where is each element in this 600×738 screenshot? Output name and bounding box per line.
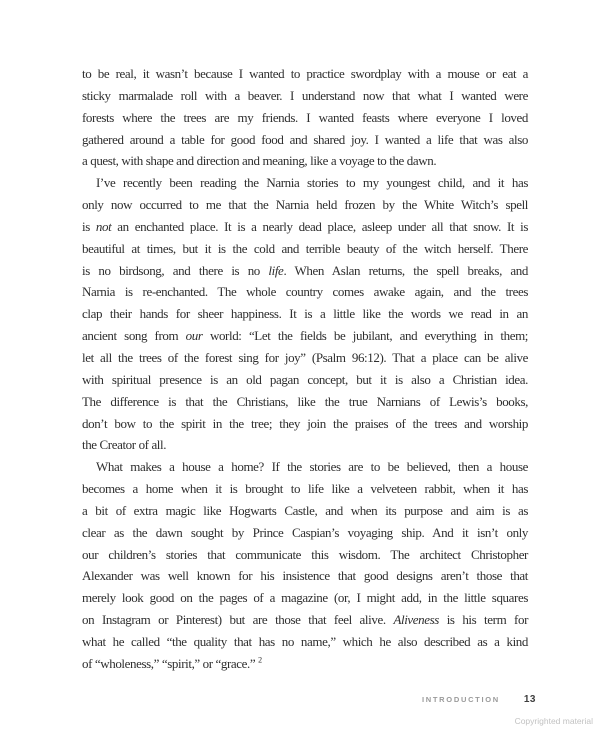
text-segment: What makes a house a home? If the stories are to be believed, then a house bbox=[96, 459, 528, 475]
text-segment: a bit of extra magic like Hogwarts Castle, and when its purpose and aim is as bbox=[82, 502, 528, 518]
text-line bbox=[82, 63, 528, 85]
text-segment: Alexander was well known for his insistence that good designs aren’t those that bbox=[82, 568, 528, 584]
text-line bbox=[82, 260, 528, 282]
text-line bbox=[82, 653, 528, 675]
text-segment: the Creator of all. bbox=[82, 437, 167, 453]
text-segment: Narnia is re-enchanted. The whole country comes awake again, and the trees bbox=[82, 284, 528, 300]
text-line bbox=[82, 587, 528, 609]
text-segment: ancient song from bbox=[82, 328, 186, 344]
text-segment: with spiritual presence is an old pagan concept, but it is also a Christian idea. bbox=[82, 371, 528, 387]
text-line bbox=[82, 631, 528, 653]
text-segment: is his term for bbox=[438, 612, 528, 628]
text-line bbox=[82, 303, 528, 325]
text-line bbox=[82, 434, 528, 456]
text-line bbox=[82, 369, 528, 391]
text-line bbox=[82, 544, 528, 566]
text-segment: on Instagram or Pinterest) but are those that feel alive. bbox=[82, 612, 394, 628]
text-segment: of “wholeness,” “spirit,” or “grace.” bbox=[82, 655, 259, 671]
text-segment: our children’s stories that communicate this wisdom. The architect Christopher bbox=[82, 546, 528, 562]
text-line bbox=[82, 347, 528, 369]
text-segment: only now occurred to me that the Narnia held frozen by the White Witch’s spell bbox=[82, 197, 528, 213]
text-line bbox=[82, 107, 528, 129]
page-body-text bbox=[82, 63, 528, 675]
text-segment: forests where the trees are my friends. I wanted feasts where everyone I loved bbox=[82, 109, 528, 125]
text-segment: our bbox=[185, 328, 203, 344]
text-line bbox=[82, 172, 528, 194]
text-line bbox=[82, 325, 528, 347]
text-segment: to be real, it wasn’t because I wanted to practice swordplay with a mouse or eat a bbox=[82, 66, 528, 81]
text-segment: is no birdsong, and there is no bbox=[82, 262, 269, 278]
text-segment: Aliveness bbox=[393, 612, 439, 628]
text-line bbox=[82, 565, 528, 587]
text-line bbox=[82, 478, 528, 500]
text-segment: life bbox=[268, 262, 284, 278]
text-line bbox=[82, 85, 528, 107]
footnote-reference: 2 bbox=[258, 655, 263, 665]
text-line bbox=[82, 609, 528, 631]
text-segment: . When Aslan returns, the spell breaks, and bbox=[283, 262, 529, 278]
text-segment: is bbox=[82, 218, 96, 234]
text-segment: I’ve recently been reading the Narnia stories to my youngest child, and it has bbox=[96, 175, 528, 191]
text-segment: not bbox=[95, 218, 112, 234]
page-footer bbox=[422, 694, 536, 705]
text-line bbox=[82, 500, 528, 522]
text-segment: sticky marmalade roll with a beaver. I understand now that what I wanted were bbox=[82, 87, 528, 103]
text-segment: The difference is that the Christians, like the true Narnians of Lewis’s books, bbox=[82, 393, 528, 409]
text-line bbox=[82, 281, 528, 303]
text-line bbox=[82, 216, 528, 238]
text-segment: merely look good on the pages of a magazine (or, I might add, in the little squares bbox=[82, 590, 528, 606]
text-line bbox=[82, 238, 528, 260]
text-segment: let all the trees of the forest sing for joy” (Psalm 96:12). That a place can be alive bbox=[82, 349, 528, 365]
text-line bbox=[82, 129, 528, 151]
text-segment: clap their hands for sheer happiness. It is a little like the words we read in an bbox=[82, 306, 528, 322]
text-segment: don’t bow to the spirit in the tree; they join the praises of the trees and worship bbox=[82, 415, 528, 431]
text-line bbox=[82, 391, 528, 413]
text-segment: what he called “the quality that has no name,” which he also described as a kind bbox=[82, 633, 528, 649]
text-segment: clear as the dawn sought by Prince Caspian’s voyaging ship. And it isn’t only bbox=[82, 524, 528, 540]
text-line bbox=[82, 194, 528, 216]
text-segment: gathered around a table for good food and shared joy. I wanted a life that was also bbox=[82, 131, 528, 147]
text-segment: an enchanted place. It is a nearly dead place, asleep under all that snow. It is bbox=[111, 218, 528, 234]
text-line bbox=[82, 413, 528, 435]
text-segment: a quest, with shape and direction and meaning, like a voyage to the dawn. bbox=[82, 153, 437, 169]
text-line bbox=[82, 150, 528, 172]
footer-section-label: INTRODUCTION bbox=[422, 695, 500, 704]
footer-page-number: 13 bbox=[523, 694, 536, 705]
text-segment: becomes a home when it is brought to life like a velveteen rabbit, when it has bbox=[82, 481, 528, 497]
text-line bbox=[82, 522, 528, 544]
text-segment: beautiful at times, but it is the cold and terrible beauty of the witch herself. There bbox=[82, 240, 528, 256]
text-line bbox=[82, 456, 528, 478]
copyright-watermark: Copyrighted material bbox=[514, 716, 593, 726]
text-segment: world: “Let the fields be jubilant, and everything in them; bbox=[202, 328, 528, 344]
